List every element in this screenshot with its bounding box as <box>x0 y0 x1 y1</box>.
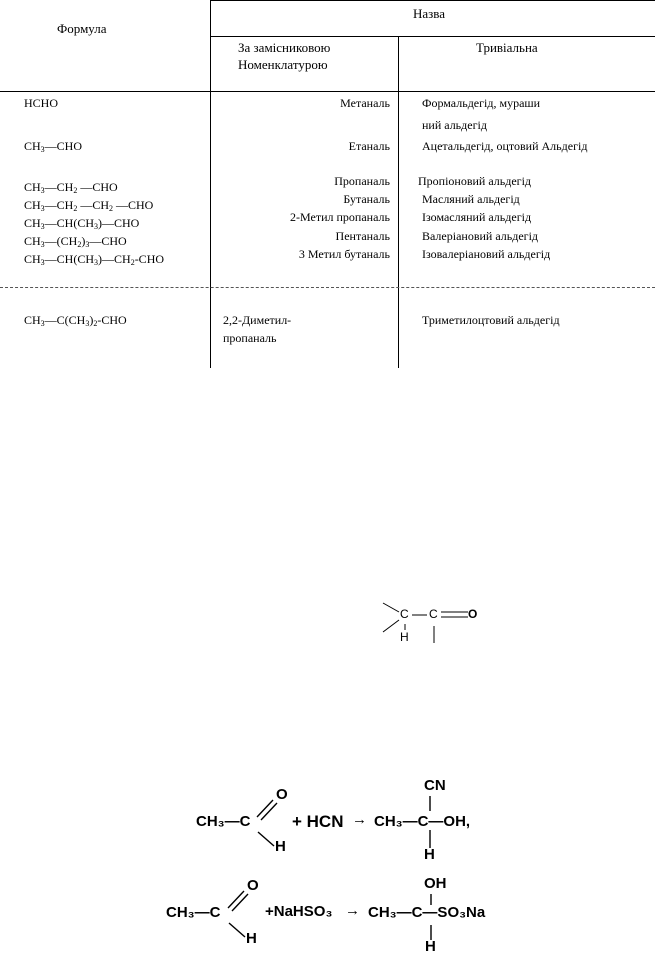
trivial-cell: Валеріановий альдегід <box>422 229 539 243</box>
formula-cell: $CH_3—CH(CH_3)—CH_2$-CHO <box>24 252 165 267</box>
carbon-1-label: C <box>400 607 409 621</box>
systematic-cell: Пропаналь <box>334 174 390 188</box>
header-formula: Формула <box>57 21 107 36</box>
trivial-cell: ний альдегід <box>422 118 487 132</box>
systematic-cell: 3 Метил бутаналь <box>298 247 390 261</box>
reaction-hcn-product: CH₃—C—OH, <box>374 813 471 830</box>
reaction-nahso3-arrow: → <box>345 902 360 919</box>
reaction-nahso3-reagent: +NaHSO₃ <box>265 903 333 920</box>
systematic-cell: 2,2-Диметил- <box>223 313 292 327</box>
formula-cell: $CH_3—C(CH_3)_2$-CHO <box>24 313 127 328</box>
header-systematic-line2: Номенклатурою <box>238 57 328 72</box>
reaction-nahso3-top-group: OH <box>424 875 447 892</box>
reaction-nahso3-product: CH₃—C—SO₃Na <box>368 904 486 921</box>
trivial-cell: Пропіоновий альдегід <box>418 174 532 188</box>
reaction-nahso3-reactant: CH₃—C <box>166 904 221 921</box>
systematic-cell: пропаналь <box>223 331 277 345</box>
header-trivial: Тривіальна <box>476 40 538 55</box>
systematic-cell: Етаналь <box>348 139 390 153</box>
formula-cell: $CH_3—CH(CH_3)—CHO$ <box>24 216 140 231</box>
reaction-nahso3-hydrogen: H <box>246 930 257 947</box>
formula-cell: HCHO <box>24 96 59 110</box>
reaction-hcn-hydrogen: H <box>275 838 286 855</box>
trivial-cell: Ацетальдегід, оцтовий Альдегід <box>422 139 588 153</box>
systematic-cell: 2-Метил пропаналь <box>290 210 390 224</box>
reaction-hcn-oxygen: O <box>276 786 288 803</box>
reaction-hcn-arrow: → <box>352 811 367 828</box>
systematic-cell: Пентаналь <box>335 229 390 243</box>
formula-cell: $CH_3—CH_2$ $—CH_2$ —CHO <box>24 198 154 213</box>
reaction-nahso3-bottom-group: H <box>425 938 436 955</box>
header-systematic-line1: За замісниковою <box>238 40 331 55</box>
reaction-hcn-reagent: + HCN <box>292 812 344 831</box>
reaction-nahso3-oxygen: O <box>247 877 259 894</box>
formula-cell: $CH_3—CH_2$ —CHO <box>24 180 118 195</box>
trivial-cell: Ізомасляний альдегід <box>422 210 532 224</box>
trivial-cell: Формальдегід, мураши <box>422 96 541 110</box>
formula-cell: $CH_3—(CH_2)_3—CHO$ <box>24 234 127 249</box>
reaction-hcn-bottom-group: H <box>424 846 435 863</box>
trivial-cell: Масляний альдегід <box>422 192 520 206</box>
systematic-cell: Метаналь <box>340 96 390 110</box>
reaction-hcn-top-group: CN <box>424 777 446 794</box>
header-name: Назва <box>413 6 446 21</box>
formula-cell: $CH_3—CHO$ <box>24 139 83 154</box>
reaction-hcn-reactant: CH₃—C <box>196 813 251 830</box>
oxygen-label: O <box>468 607 478 621</box>
hydrogen-label: H <box>400 630 409 644</box>
trivial-cell: Триметилоцтовий альдегід <box>422 313 560 327</box>
trivial-cell: Ізовалеріановий альдегід <box>422 247 551 261</box>
systematic-cell: Бутаналь <box>343 192 390 206</box>
carbon-2-label: C <box>429 607 438 621</box>
